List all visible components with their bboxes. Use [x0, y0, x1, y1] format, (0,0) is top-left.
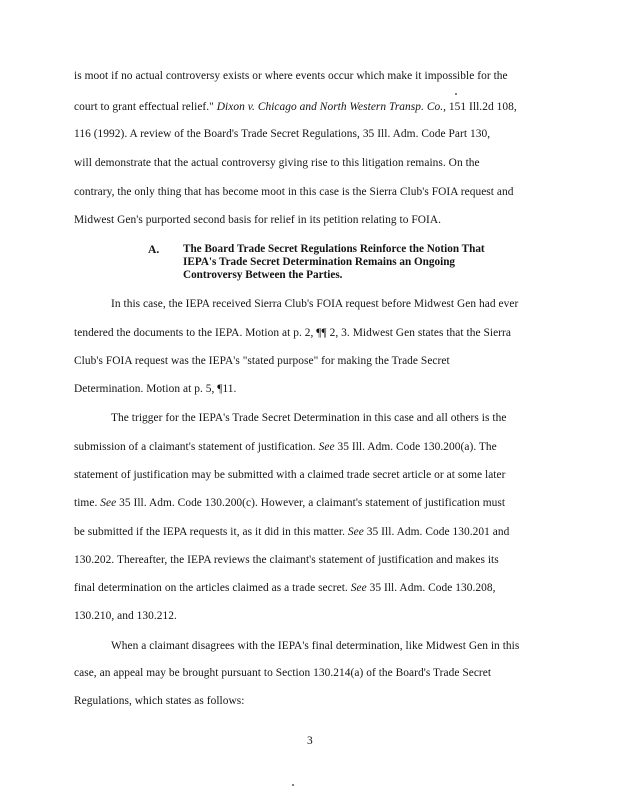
page-number: 3 [307, 735, 313, 747]
body-line: In this case, the IEPA received Sierra Club's FOIA request before Midwest Gen had ever [111, 298, 519, 310]
body-text: court to grant effectual relief." [74, 101, 214, 113]
body-text: 35 Ill. Adm. Code 130.208, [366, 582, 496, 594]
body-text: 35 Ill. Adm. Code 130.201 and [363, 526, 510, 538]
body-text: time. [74, 497, 101, 509]
body-text: final determination on the articles claimed as a trade secret. [74, 582, 351, 594]
body-line: is moot if no actual controversy exists or where events occur which make it impossible for the [74, 70, 508, 82]
citation-signal: See [100, 497, 117, 509]
body-text: , 151 Ill.2d 108, [443, 101, 517, 113]
body-line: tendered the documents to the IEPA. Motion at p. 2, ¶¶ 2, 3. Midwest Gen states that the Sierra [74, 327, 511, 339]
body-line [74, 441, 497, 453]
body-line: 116 (1992). A review of the Board's Trade Secret Regulations, 35 Ill. Adm. Code Part 130, [74, 128, 491, 140]
body-text: 35 Ill. Adm. Code 130.200(a). The [334, 441, 497, 453]
body-line: contrary, the only thing that has become moot in this case is the Sierra Club's FOIA request and [74, 186, 514, 198]
body-line [74, 526, 509, 538]
body-line: Regulations, which states as follows: [74, 695, 245, 707]
body-line: 130.210, and 130.212. [74, 610, 177, 622]
citation-signal: See [318, 441, 335, 453]
body-line: 130.202. Thereafter, the IEPA reviews the claimant's statement of justification and makes its [74, 554, 499, 566]
body-line [74, 101, 517, 113]
body-line: statement of justification may be submitted with a claimed trade secret article or at some later [74, 469, 506, 481]
section-heading-line: The Board Trade Secret Regulations Reinforce the Notion That [183, 243, 485, 255]
section-heading-line: IEPA's Trade Secret Determination Remains an Ongoing [183, 256, 456, 268]
citation-signal: See [350, 582, 367, 594]
case-citation: Dixon v. Chicago and North Western Transp. Co. [216, 101, 444, 113]
scan-speck [292, 784, 294, 786]
section-marker: A. [148, 243, 160, 256]
body-line: When a claimant disagrees with the IEPA's final determination, like Midwest Gen in this [111, 640, 520, 652]
body-line: Determination. Motion at p. 5, ¶11. [74, 383, 237, 395]
body-line: The trigger for the IEPA's Trade Secret Determination in this case and all others is the [111, 412, 507, 424]
section-heading-line: Controversy Between the Parties. [183, 269, 343, 281]
body-line: Club's FOIA request was the IEPA's "stated purpose" for making the Trade Secret [74, 355, 450, 367]
body-line: will demonstrate that the actual controversy giving rise to this litigation remains. On the [74, 157, 480, 169]
scan-speck [455, 93, 457, 95]
citation-signal: See [347, 526, 364, 538]
body-text: submission of a claimant's statement of justification. [74, 441, 319, 453]
body-line [74, 497, 505, 509]
body-text: 35 Ill. Adm. Code 130.200(c). However, a claimant's statement of justification must [116, 497, 506, 509]
body-line: Midwest Gen's purported second basis for relief in its petition relating to FOIA. [74, 214, 442, 226]
body-line [74, 582, 496, 594]
body-line: case, an appeal may be brought pursuant to Section 130.214(a) of the Board's Trade Secret [74, 667, 492, 679]
body-text: be submitted if the IEPA requests it, as it did in this matter. [74, 526, 348, 538]
